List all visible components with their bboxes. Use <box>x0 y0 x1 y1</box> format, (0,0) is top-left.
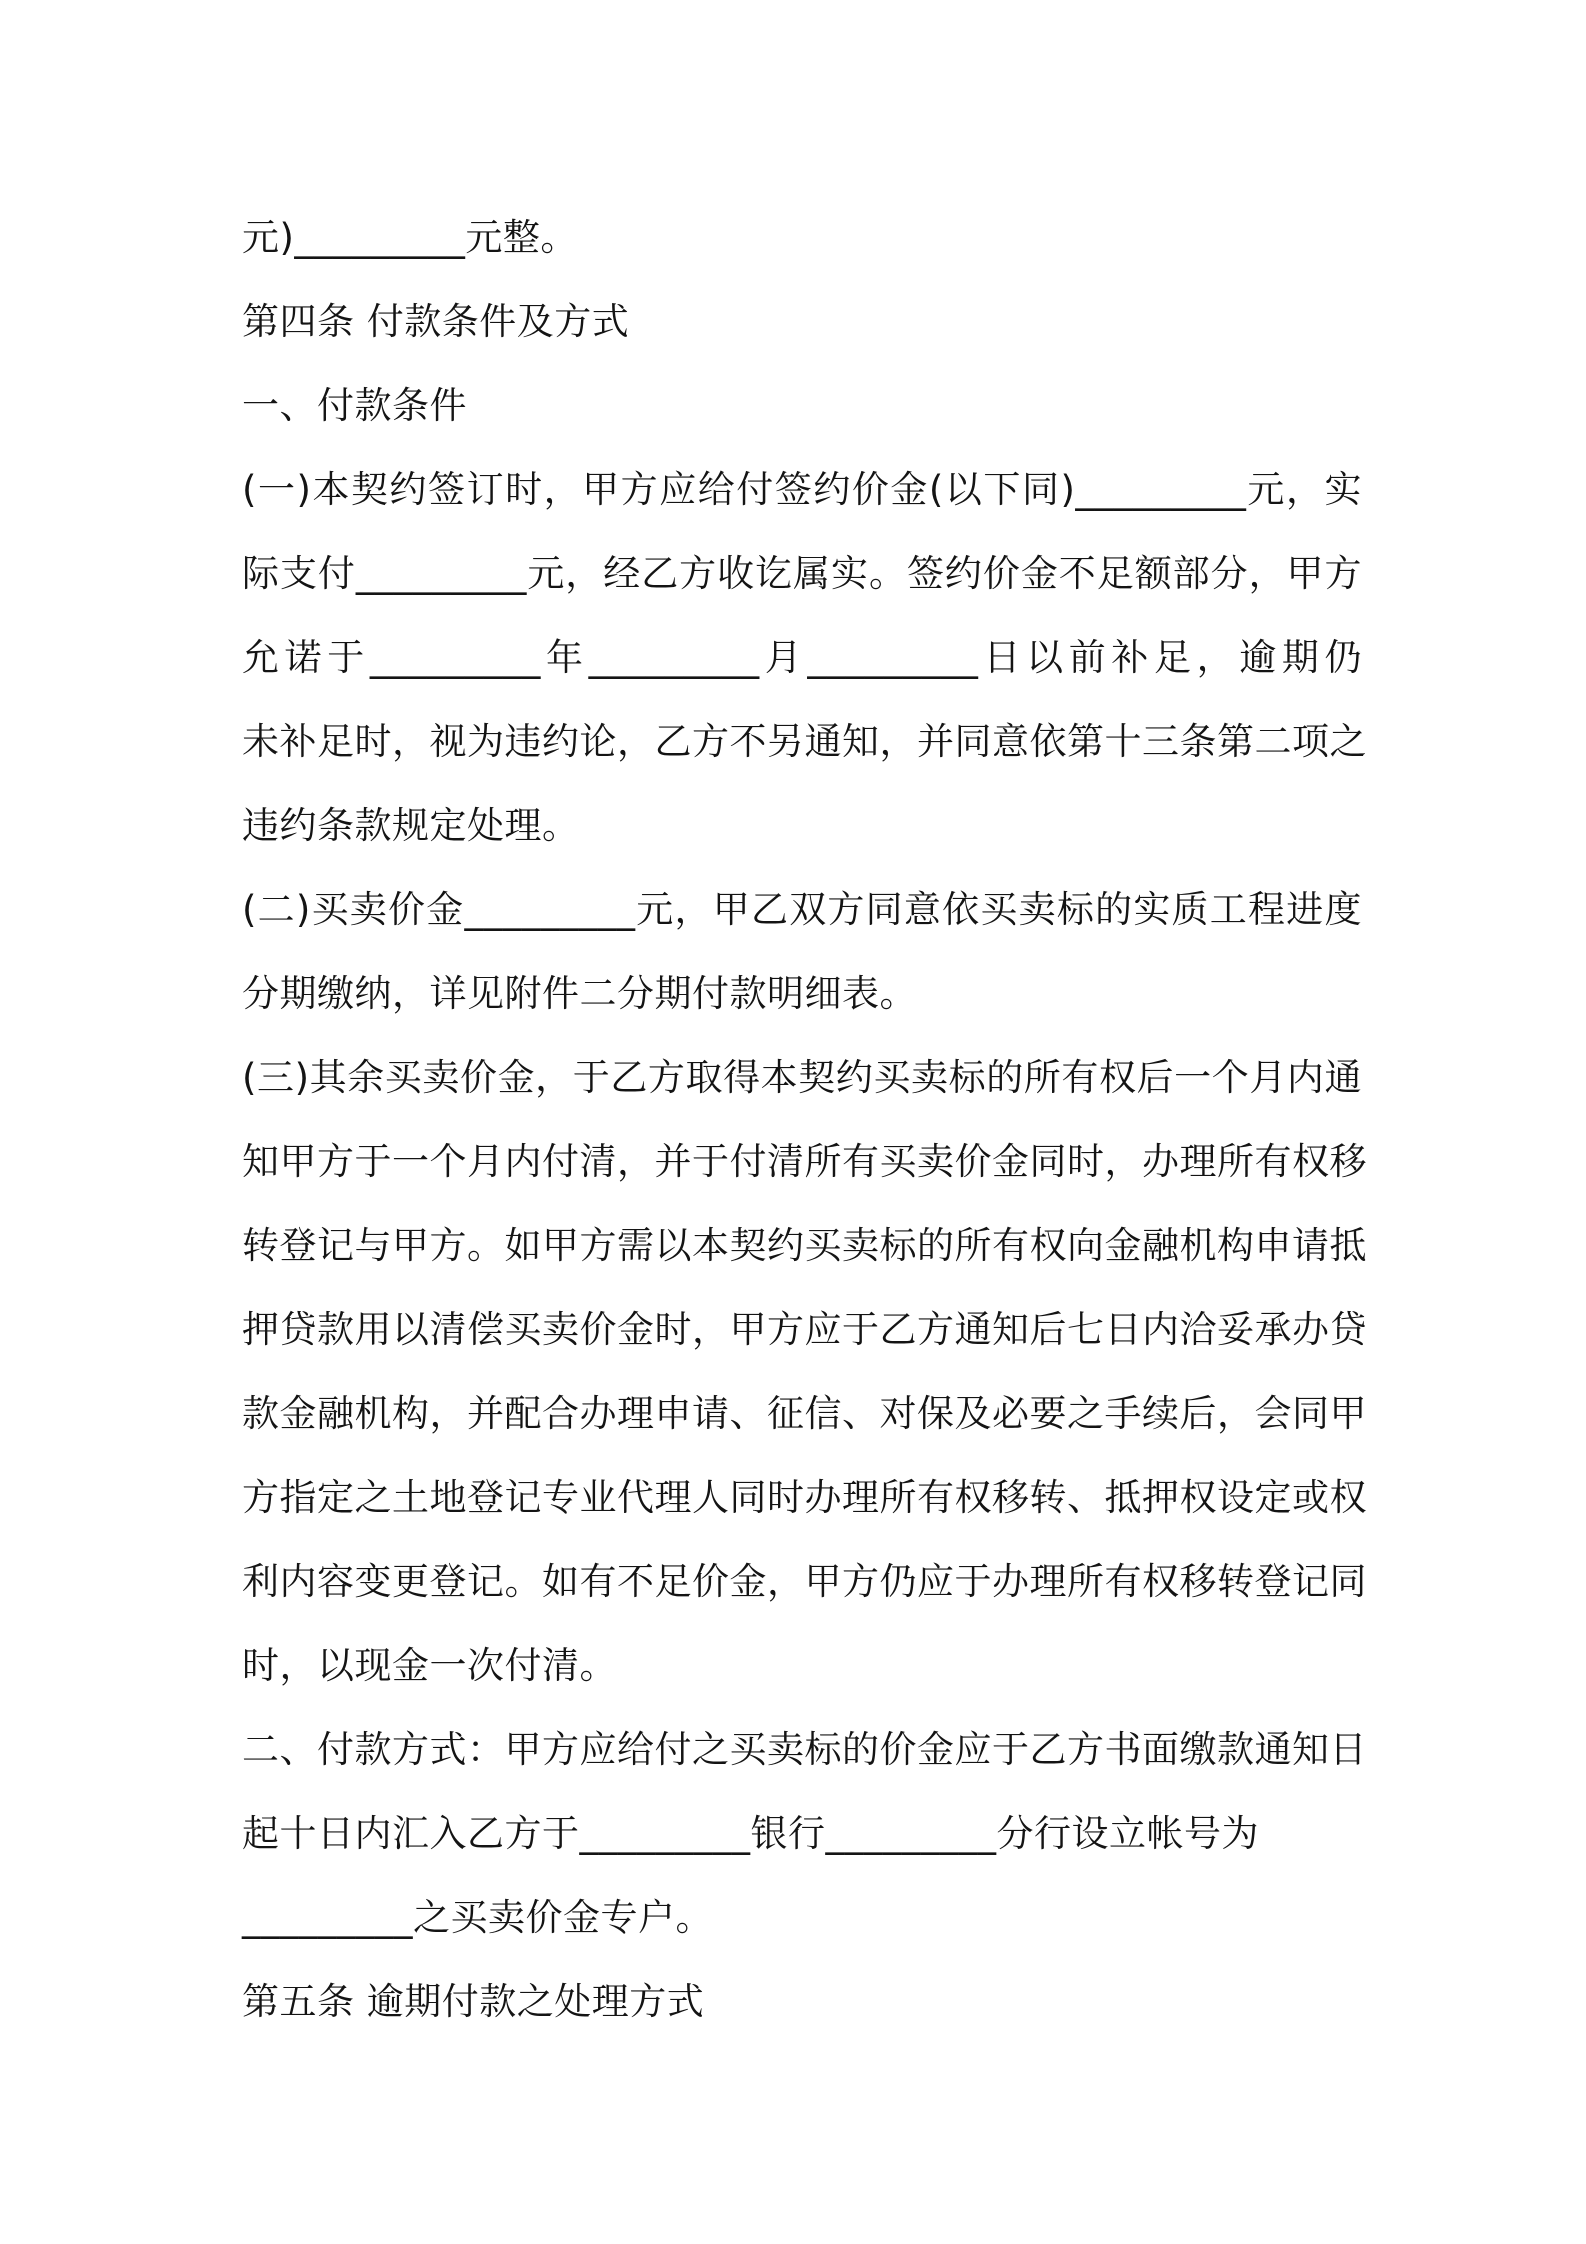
text-line: 转登记与甲方。如甲方需以本契约买卖标的所有权向金融机构申请抵 <box>242 1224 1367 1267</box>
text-line: 际支付_________元，经乙方收讫属实。签约价金不足额部分，甲方 <box>242 552 1362 595</box>
text-line: (三)其余买卖价金，于乙方取得本契约买卖标的所有权后一个月内通 <box>242 1056 1362 1099</box>
text-line: 方指定之土地登记专业代理人同时办理所有权移转、抵押权设定或权 <box>242 1476 1367 1519</box>
text-line: (一)本契约签订时，甲方应给付签约价金(以下同)_________元，实 <box>242 468 1362 511</box>
section-2-heading: 二、付款方式：甲方应给付之买卖标的价金应于乙方书面缴款通知日 <box>242 1728 1367 1771</box>
text-line: 知甲方于一个月内付清，并于付清所有买卖价金同时，办理所有权移 <box>242 1140 1367 1183</box>
text-line-clause-3-end: 元)_________元整。 <box>242 216 578 259</box>
text-line: 押贷款用以清偿买卖价金时，甲方应于乙方通知后七日内洽妥承办贷 <box>242 1308 1367 1351</box>
text-line: (二)买卖价金_________元，甲乙双方同意依买卖标的实质工程进度 <box>242 888 1362 931</box>
text-line: 允诺于_________年_________月_________日以前补足，逾期仍 <box>242 636 1362 679</box>
article-4-heading: 第四条 付款条件及方式 <box>242 300 630 343</box>
document-body <box>242 196 1367 2044</box>
text-line: 违约条款规定处理。 <box>242 804 580 847</box>
text-line: 利内容变更登记。如有不足价金，甲方仍应于办理所有权移转登记同 <box>242 1560 1367 1603</box>
section-1-heading: 一、付款条件 <box>242 384 467 427</box>
text-line: 时，以现金一次付清。 <box>242 1644 617 1687</box>
text-line: _________之买卖价金专户。 <box>242 1896 713 1939</box>
text-line: 起十日内汇入乙方于_________银行_________分行设立帐号为 <box>242 1812 1259 1855</box>
text-line: 款金融机构，并配合办理申请、征信、对保及必要之手续后，会同甲 <box>242 1392 1367 1435</box>
text-line: 分期缴纳，详见附件二分期付款明细表。 <box>242 972 917 1015</box>
text-line: 未补足时，视为违约论，乙方不另通知，并同意依第十三条第二项之 <box>242 720 1367 763</box>
article-5-heading: 第五条 逾期付款之处理方式 <box>242 1980 705 2023</box>
